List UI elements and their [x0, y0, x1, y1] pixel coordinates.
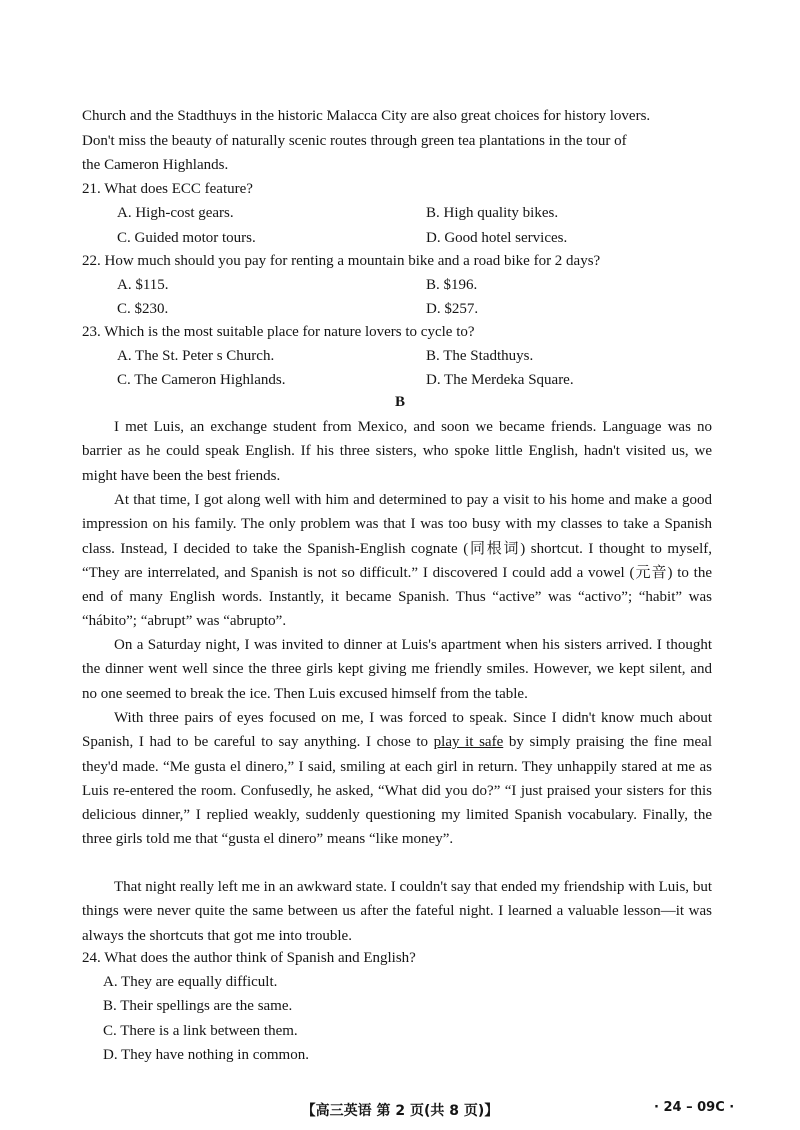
section-label: B	[394, 394, 405, 410]
question-24-option-b[interactable]: B. Their spellings are the same.	[103, 998, 293, 1014]
question-23-option-a[interactable]: A. The St. Peter s Church.	[117, 348, 275, 364]
intro-line-1: Church and the Stadthuys in the historic Malacca City are also great choices for history lovers.	[82, 108, 651, 124]
passage-paragraph-1: I met Luis, an exchange student from Mexico, and soon we became friends. Language was no barrier as he could speak English. If his three sisters, who spoke little English, hadn't visited us, we might have been the best friends.	[82, 419, 712, 484]
question-22-option-b[interactable]: B. $196.	[426, 277, 478, 293]
underlined-phrase: play it safe	[433, 734, 504, 751]
question-24-stem: 24. What does the author think of Spanish and English?	[82, 950, 416, 966]
paper-code: · 24 – 09C ·	[654, 1100, 735, 1115]
question-23-stem: 23. Which is the most suitable place for nature lovers to cycle to?	[82, 324, 475, 340]
question-21-option-d[interactable]: D. Good hotel services.	[426, 230, 568, 246]
question-22-option-d[interactable]: D. $257.	[426, 301, 479, 317]
intro-line-3: the Cameron Highlands.	[82, 157, 229, 173]
passage-paragraph-4	[82, 706, 712, 852]
question-24-option-a[interactable]: A. They are equally difficult.	[103, 974, 278, 990]
paragraph-4-text-before: With three pairs of eyes focused on me, I was forced to speak. Since I didn't know much about Spanish, I had to be careful to say anything. I chose to	[82, 710, 712, 751]
question-24-option-d[interactable]: D. They have nothing in common.	[103, 1047, 309, 1063]
question-24-option-c[interactable]: C. There is a link between them.	[103, 1023, 298, 1039]
passage-paragraph-5: That night really left me in an awkward state. I couldn't say that ended my friendship with Luis, but things were never quite the same between us after the fateful night. I learned a valuable lesson—it was always the shortcuts that got me into trouble.	[82, 879, 712, 944]
question-22-option-c[interactable]: C. $230.	[117, 301, 169, 317]
page-footer: 【高三英语 第 2 页(共 8 页)】	[301, 1103, 499, 1119]
question-22-stem: 22. How much should you pay for renting a mountain bike and a road bike for 2 days?	[82, 253, 601, 269]
question-21-option-c[interactable]: C. Guided motor tours.	[117, 230, 256, 246]
intro-line-2: Don't miss the beauty of naturally scenic routes through green tea plantations in the tour of	[82, 133, 627, 149]
question-21-option-b[interactable]: B. High quality bikes.	[426, 205, 559, 221]
paragraph-4-text-after: by simply praising the fine meal they'd made. “Me gusta el dinero,” I said, smiling at each girl in return. They unhappily stared at me as Luis re-entered the room. Confusedly, he asked, “What did you do?” “I just praised your sisters for this delicious dinner,” I replied weakly, suddenly questioning my limited Spanish vocabulary. Finally, the three girls told me that “gusta el dinero” means “like money”.	[82, 734, 712, 848]
question-21-option-a[interactable]: A. High-cost gears.	[117, 205, 234, 221]
question-22-option-a[interactable]: A. $115.	[117, 277, 169, 293]
question-23-option-b[interactable]: B. The Stadthuys.	[426, 348, 534, 364]
question-23-option-d[interactable]: D. The Merdeka Square.	[426, 372, 574, 388]
passage-paragraph-2: At that time, I got along well with him and determined to pay a visit to his home and make a good impression on his family. The only problem was that I was too busy with my classes to take a Spanish class. Instead, I decided to take the Spanish-English cognate (同根词) shortcut. I thought to myself, “They are interrelated, and Spanish is not so difficult.” I discovered I could add a vowel (元音) to the end of many English words. Instantly, it became Spanish. Thus “active” was “activo”; “habit” was “hábito”; “abrupt” was “abrupto”.	[82, 492, 712, 630]
question-23-option-c[interactable]: C. The Cameron Highlands.	[117, 372, 286, 388]
passage-paragraph-3: On a Saturday night, I was invited to dinner at Luis's apartment when his sisters arrived. I thought the dinner went well since the three girls kept giving me friendly smiles. However, we kept silent, and no one seemed to break the ice. Then Luis excused himself from the table.	[82, 637, 712, 702]
question-21-stem: 21. What does ECC feature?	[82, 181, 253, 197]
